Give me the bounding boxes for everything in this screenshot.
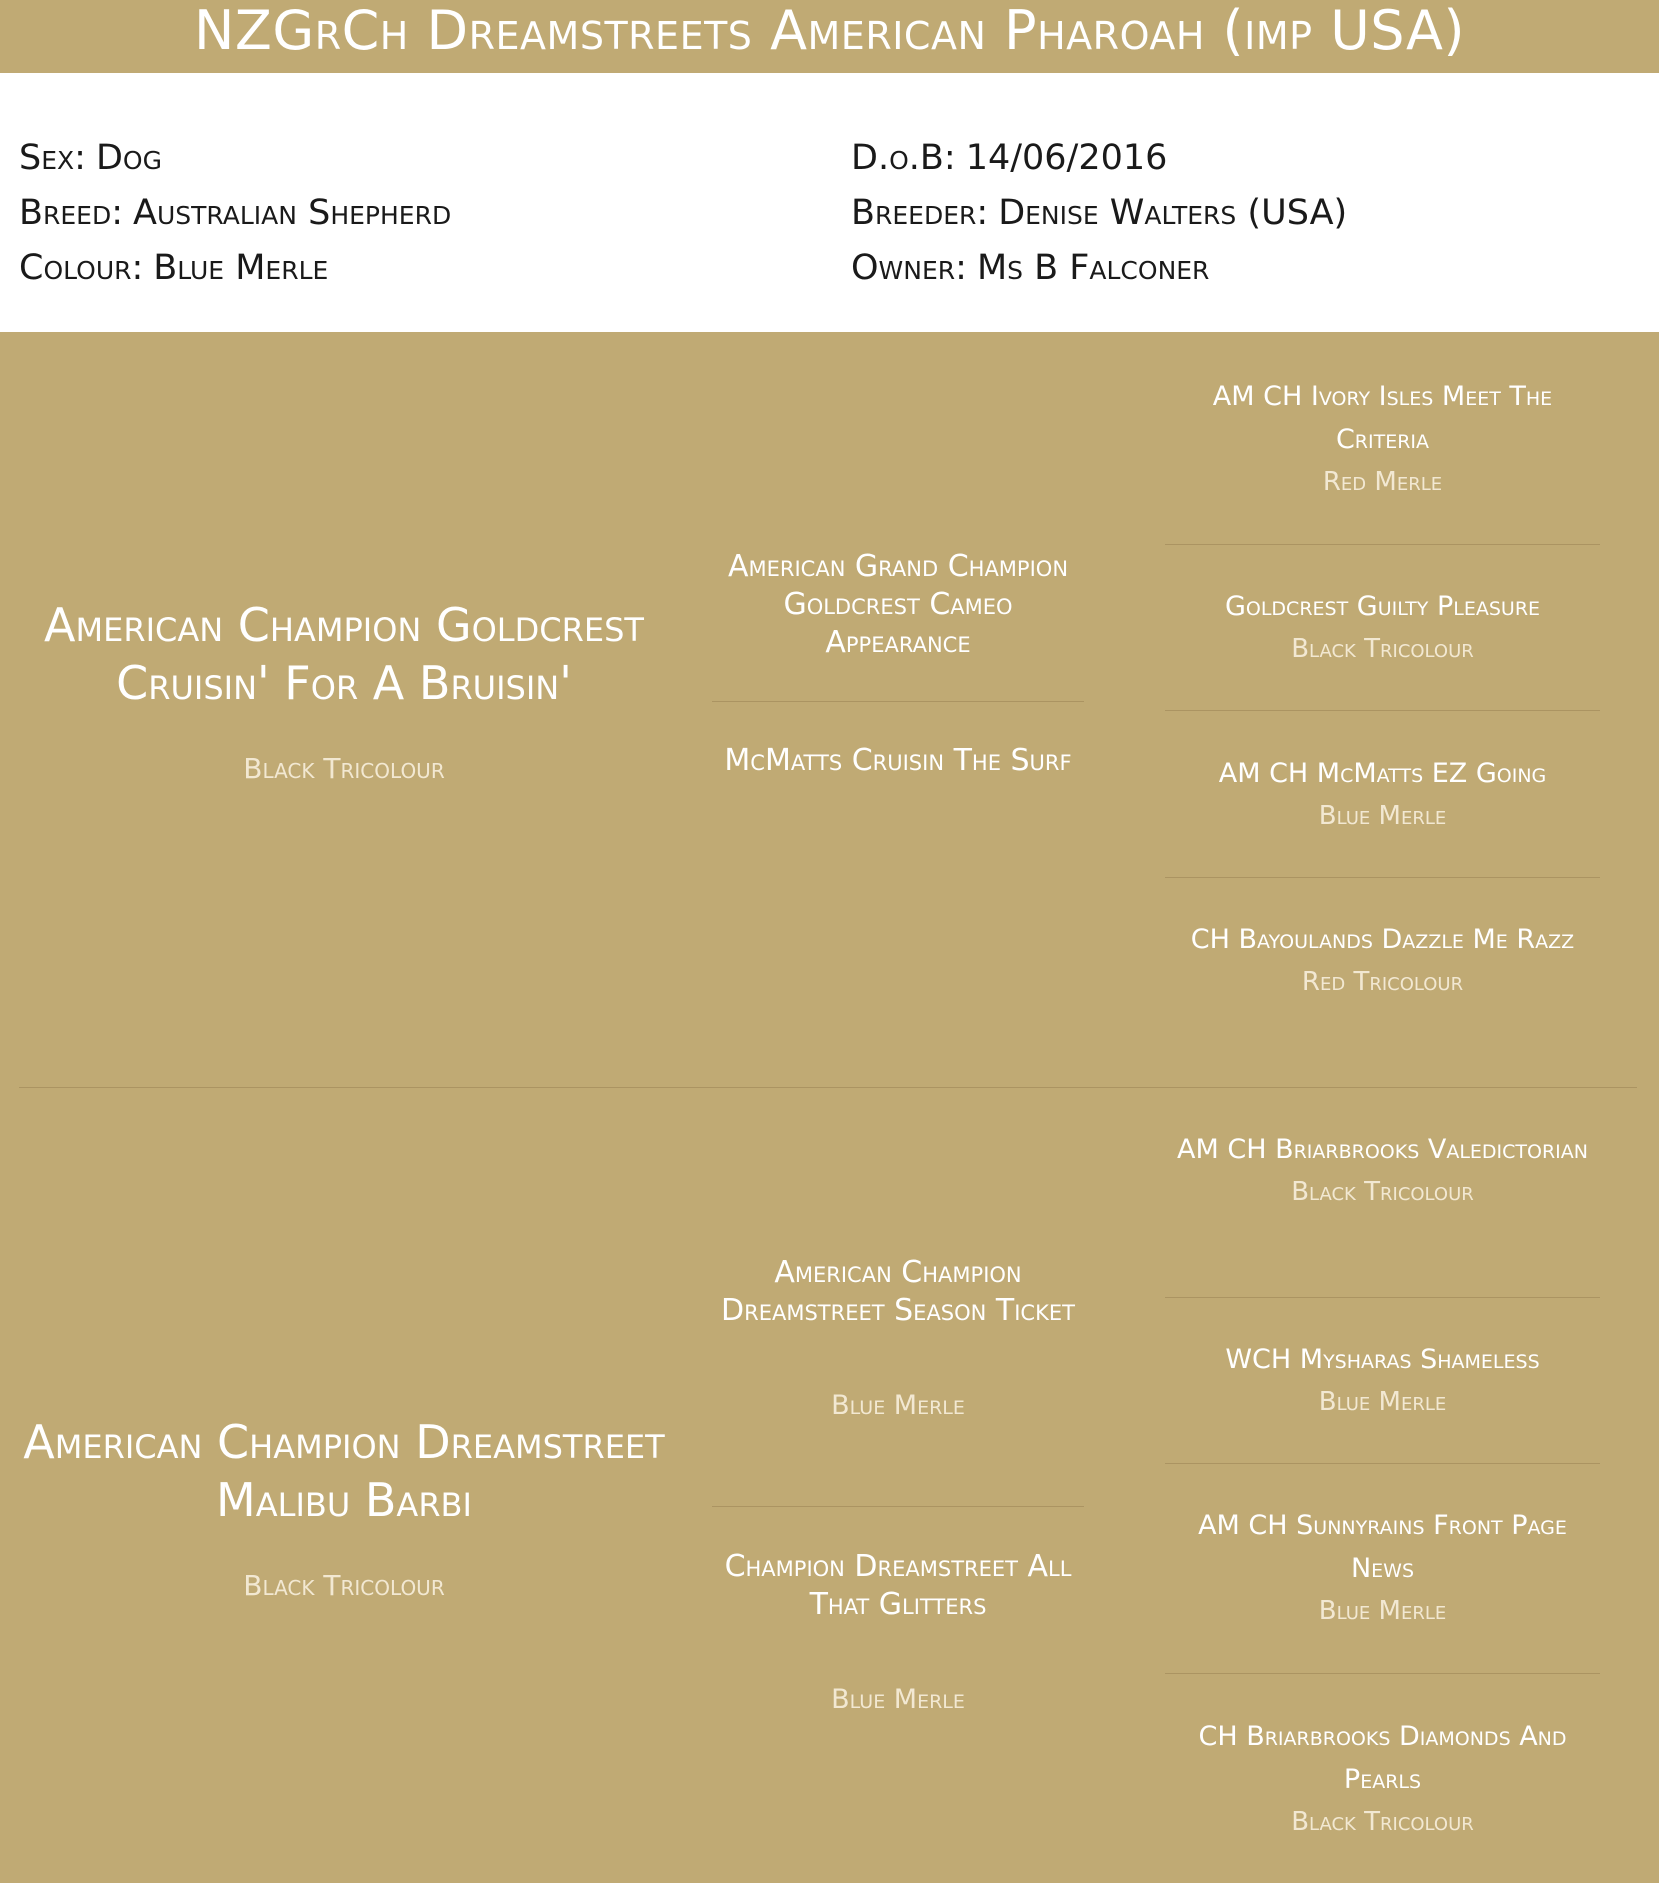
grandparent-2 [1165, 585, 1600, 671]
divider [1165, 1673, 1600, 1674]
owner-value: Ms B Falconer [976, 248, 1210, 288]
grandparent-colour: Blue Merle [1318, 1596, 1447, 1626]
grandparent-name: AM CH McMatts EZ Going [1218, 758, 1547, 789]
grandparent-name: AM CH Sunnyrains Front Page News [1198, 1510, 1567, 1584]
details-left-column [19, 131, 451, 296]
grandparent-name: WCH Mysharas Shameless [1225, 1344, 1540, 1375]
dam-name: American Champion Dreamstreet Malibu Barbi [23, 1415, 665, 1527]
grandparent-1 [1165, 375, 1600, 504]
grandparent-6 [1165, 1338, 1600, 1424]
sex-row [19, 131, 451, 186]
dam-sire [712, 1254, 1084, 1421]
dob-label: D.o.B: [851, 138, 956, 178]
dam-colour: Black Tricolour [243, 1569, 445, 1602]
divider [1165, 1463, 1600, 1464]
colour-row [19, 241, 451, 296]
grandparent-colour: Red Tricolour [1301, 967, 1464, 997]
sex-label: Sex: [19, 138, 86, 178]
divider [1165, 877, 1600, 878]
grandparent-colour: Black Tricolour [1291, 1807, 1474, 1837]
breed-value: Australian Shepherd [133, 193, 452, 233]
sire-colour: Black Tricolour [243, 752, 445, 785]
grandparent-8 [1165, 1715, 1600, 1844]
divider [712, 1506, 1084, 1507]
dam-sire-name: American Champion Dreamstreet Season Ticket [721, 1255, 1075, 1328]
colour-value: Blue Merle [153, 248, 329, 288]
grandparent-5 [1165, 1128, 1600, 1214]
sex-value: Dog [95, 138, 162, 178]
grandparent-4 [1165, 918, 1600, 1004]
breeder-row [851, 186, 1347, 241]
divider [1165, 544, 1600, 545]
dob-row [851, 131, 1347, 186]
grandparent-name: CH Bayoulands Dazzle Me Razz [1190, 924, 1575, 955]
grandparent-7 [1165, 1504, 1600, 1633]
grandparent-name: AM CH Briarbrooks Valedictorian [1177, 1134, 1588, 1165]
title-bar [0, 0, 1659, 73]
sire-sire-name: American Grand Champion Goldcrest Cameo Appearance [727, 549, 1069, 660]
dam-sire-colour: Blue Merle [831, 1390, 965, 1421]
branch-divider [19, 1087, 1637, 1088]
grandparent-colour: Red Merle [1322, 467, 1443, 497]
grandparent-3 [1165, 752, 1600, 838]
sire [19, 596, 669, 785]
divider [1165, 1297, 1600, 1298]
grandparent-name: CH Briarbrooks Diamonds And Pearls [1198, 1721, 1567, 1795]
owner-row [851, 241, 1347, 296]
divider [1165, 710, 1600, 711]
sire-sire [712, 548, 1084, 662]
owner-label: Owner: [851, 248, 967, 288]
grandparent-colour: Black Tricolour [1291, 634, 1474, 664]
page-title: NZGrCh Dreamstreets American Pharoah (imp USA) [193, 0, 1466, 62]
grandparent-colour: Black Tricolour [1291, 1177, 1474, 1207]
sire-dam [712, 742, 1084, 780]
divider [712, 701, 1084, 702]
dam-dam-name: Champion Dreamstreet All That Glitters [724, 1549, 1072, 1622]
grandparent-colour: Blue Merle [1318, 801, 1447, 831]
dob-value: 14/06/2016 [965, 138, 1168, 178]
breeder-value: Denise Walters (USA) [998, 193, 1348, 233]
colour-label: Colour: [19, 248, 144, 288]
dam-dam-colour: Blue Merle [831, 1684, 965, 1715]
dam-dam [712, 1548, 1084, 1715]
dam [19, 1413, 669, 1602]
grandparent-colour: Blue Merle [1318, 1387, 1447, 1417]
grandparent-name: AM CH Ivory Isles Meet The Criteria [1212, 381, 1553, 455]
grandparent-name: Goldcrest Guilty Pleasure [1224, 591, 1541, 622]
details-right-column [851, 131, 1347, 296]
breeder-label: Breeder: [851, 193, 989, 233]
breed-label: Breed: [19, 193, 124, 233]
breed-row [19, 186, 451, 241]
sire-name: American Champion Goldcrest Cruisin' For A Bruisin' [44, 598, 644, 710]
sire-dam-name: McMatts Cruisin The Surf [724, 743, 1072, 778]
dog-details [0, 73, 1659, 332]
